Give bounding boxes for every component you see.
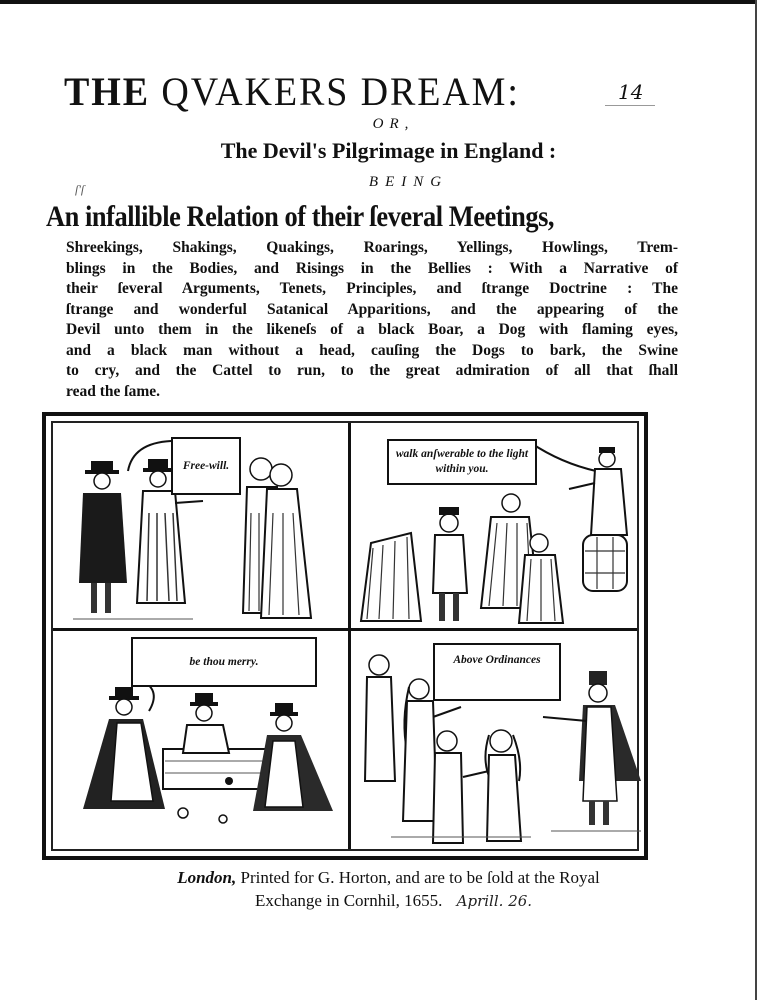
subtitle: The Devil's Pilgrimage in England : bbox=[220, 138, 557, 163]
folio-underline bbox=[605, 105, 655, 106]
imprint-line-1 bbox=[20, 866, 757, 889]
description-line: to cry, and the Cattel to run, to the great admiration of all that ſhall bbox=[66, 362, 678, 379]
description-paragraph bbox=[66, 238, 678, 402]
description-line: ſtrange and wonderful Satanical Apparitions, and the appearing of the bbox=[66, 300, 678, 318]
speech-scroll-walk-answerable: walk anſwerable to the light within you. bbox=[387, 439, 537, 485]
being-connector: BEING bbox=[368, 174, 449, 190]
speech-scroll-be-thou-merry: be thou merry. bbox=[131, 637, 317, 687]
or-connector: OR, bbox=[372, 116, 415, 132]
panel-free-will bbox=[53, 423, 348, 628]
description-line: Devil unto them in the likeneſs of a black Boar, a Dog with flaming eyes, bbox=[66, 321, 678, 338]
title-bold-word: THE bbox=[64, 69, 150, 114]
page-title bbox=[64, 68, 520, 115]
description-line: Shreekings, Shakings, Quakings, Roarings, Yellings, Howlings, Trem- bbox=[66, 239, 678, 256]
headline: An infallible Relation of their ſeveral Meetings, bbox=[46, 200, 555, 233]
panel-vertical-divider bbox=[348, 423, 351, 849]
panel-above-ordinances bbox=[351, 631, 651, 857]
woodcut-illustration bbox=[42, 412, 648, 860]
title-rest: QVAKERS DREAM: bbox=[161, 69, 520, 114]
description-line: read the ſame. bbox=[66, 382, 160, 400]
panel-walk-answerable bbox=[351, 423, 651, 628]
folio-number: 14 bbox=[618, 80, 644, 104]
speech-scroll-above-ordinances: Above Ordinances bbox=[433, 643, 561, 701]
panel-horizontal-divider bbox=[53, 628, 637, 631]
imprint-location-year: Exchange in Cornhil, 1655. bbox=[254, 891, 443, 910]
imprint-line-2 bbox=[20, 889, 757, 913]
description-line: and a black man without a head, cauſing the Dogs to bark, the Swine bbox=[66, 341, 678, 359]
imprint-printer: Printed for G. Horton, and are to be ſold at the Royal bbox=[240, 868, 600, 887]
imprint bbox=[0, 866, 757, 913]
handwritten-date: Aprill. 26. bbox=[456, 892, 533, 910]
speech-scroll-free-will: Free-will. bbox=[171, 437, 241, 495]
margin-annotation: ſ'ſ bbox=[75, 182, 85, 196]
description-line: their ſeveral Arguments, Tenets, Principles, and ſtrange Doctrine : The bbox=[66, 280, 678, 297]
description-line: blings in the Bodies, and Risings in the Bellies : With a Narrative of bbox=[66, 259, 678, 277]
imprint-city: London, bbox=[177, 868, 237, 887]
scan-top-edge bbox=[0, 0, 757, 4]
panel-be-thou-merry bbox=[53, 631, 348, 857]
woodcut-inner-frame bbox=[51, 421, 639, 851]
